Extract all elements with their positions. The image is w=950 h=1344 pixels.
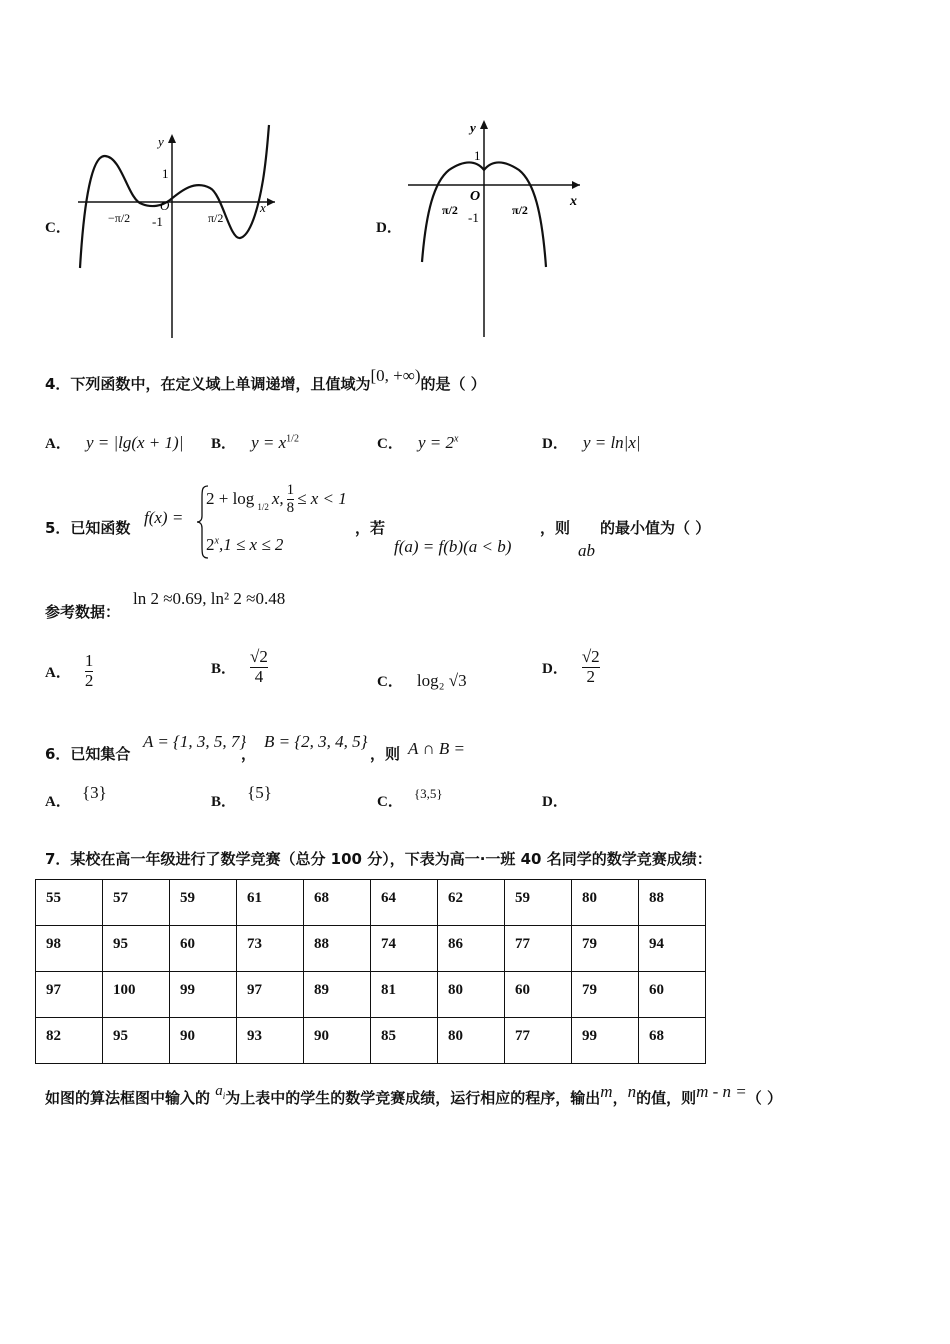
option-expr: y = x — [251, 433, 287, 452]
table-cell: 99 — [572, 1018, 639, 1064]
q5-option-c[interactable] — [377, 670, 467, 691]
option-d-label: D． — [376, 220, 402, 236]
q7-line2 — [45, 1082, 782, 1109]
frac-num: 1 — [286, 482, 295, 498]
table-cell: 57 — [103, 880, 170, 926]
table-cell: 60 — [170, 926, 237, 972]
table-cell: 81 — [371, 972, 438, 1018]
option-fraction — [582, 648, 600, 686]
ai-base: a — [215, 1083, 223, 1099]
graph-d-y-label: y — [470, 120, 476, 135]
table-cell: 80 — [438, 972, 505, 1018]
frac-den: 2 — [586, 666, 596, 686]
q7-m: m — [600, 1082, 613, 1101]
option-label: C． — [377, 794, 403, 810]
table-cell: 95 — [103, 1018, 170, 1064]
q5-suffix: 的最小值为（ ） — [600, 519, 711, 537]
frac-num: 1 — [84, 651, 94, 670]
q5-ref-label: 参考数据： — [45, 603, 121, 621]
graph-d-one-label: 1 — [474, 148, 481, 163]
q6-text: 6．已知集合 — [45, 745, 131, 763]
case1-log-base — [257, 503, 269, 513]
q4-range: [0, +∞) — [370, 366, 421, 385]
table-cell: 98 — [36, 926, 103, 972]
frac-num: √2 — [250, 647, 268, 666]
table-cell: 88 — [639, 880, 706, 926]
table-cell: 80 — [572, 880, 639, 926]
q5-case1 — [206, 482, 347, 516]
q7-ai — [215, 1083, 225, 1099]
q5-ref-data: ln 2 ≈0.69, ln² 2 ≈0.48 — [133, 589, 286, 608]
case1-main: 2 + log — [206, 489, 255, 508]
frac-num: √2 — [581, 647, 600, 666]
table-cell: 89 — [304, 972, 371, 1018]
q6-option-d[interactable] — [542, 790, 574, 811]
table-cell: 60 — [505, 972, 572, 1018]
q5-option-a[interactable] — [45, 652, 93, 690]
q7-line2-a: 如图的算法框图中输入的 — [45, 1089, 211, 1107]
graph-c-origin-label: O — [160, 198, 170, 213]
frac-den: 8 — [286, 499, 295, 516]
table-cell: 68 — [304, 880, 371, 926]
table-cell: 62 — [438, 880, 505, 926]
table-cell: 94 — [639, 926, 706, 972]
graph-c-x-label: x — [260, 200, 266, 215]
case1-rest: x, — [271, 489, 284, 508]
graph-c-neg-pi-half-label: −π/2 — [108, 211, 131, 225]
q5-case2 — [206, 535, 283, 555]
table-cell: 82 — [36, 1018, 103, 1064]
q6-then: ，则 — [370, 745, 401, 763]
q7-text: 7．某校在高一年级进行了数学竞赛（总分 100 分），下表为高一·一班 40 名同学的数学竞赛成绩： — [45, 850, 712, 868]
graph-c — [70, 120, 285, 340]
table-cell: 97 — [237, 972, 304, 1018]
q6-set-a: A = {1, 3, 5, 7} — [143, 732, 247, 751]
q4-text: 4．下列函数中，在定义域上单调递增，且值域为 — [45, 375, 371, 393]
table-cell: 86 — [438, 926, 505, 972]
table-cell: 90 — [304, 1018, 371, 1064]
option-expr: y = ln|x| — [582, 433, 641, 452]
option-expr: log₂ √3 — [416, 670, 467, 690]
table-cell: 93 — [237, 1018, 304, 1064]
table-cell: 64 — [371, 880, 438, 926]
option-expr: y = |lg(x + 1)| — [85, 433, 184, 452]
table-cell: 97 — [36, 972, 103, 1018]
q5-option-b[interactable] — [211, 648, 268, 686]
table-cell: 74 — [371, 926, 438, 972]
table-cell: 77 — [505, 1018, 572, 1064]
case1-fraction — [287, 482, 295, 516]
table-cell: 88 — [304, 926, 371, 972]
graph-d-pi-half-label: π/2 — [512, 203, 528, 217]
q5-option-d[interactable] — [542, 648, 600, 686]
q6-option-c[interactable] — [377, 786, 443, 811]
q4-option-b[interactable] — [211, 432, 299, 453]
q7-mn: m - n = — [696, 1082, 747, 1101]
option-fraction — [250, 648, 268, 686]
graph-d-neg-pi-half-label: π/2 — [442, 203, 458, 217]
q5-cond: f(a) = f(b)(a < b) — [394, 537, 512, 556]
q7-line2-d: （ ） — [746, 1089, 782, 1107]
option-label: A． — [45, 664, 71, 681]
table-cell: 95 — [103, 926, 170, 972]
graph-d — [404, 112, 584, 342]
grades-table — [35, 879, 706, 1064]
q4-option-a[interactable] — [45, 432, 183, 453]
q6-set-b: B = {2, 3, 4, 5} — [264, 732, 368, 751]
table-row — [36, 1018, 706, 1064]
table-cell: 55 — [36, 880, 103, 926]
table-cell: 85 — [371, 1018, 438, 1064]
ai-sub: i — [222, 1091, 226, 1101]
q7-line2-c: 的值，则 — [636, 1089, 697, 1107]
q7-sep: ， — [612, 1089, 628, 1107]
table-cell: 80 — [438, 1018, 505, 1064]
option-label: B． — [211, 660, 237, 677]
q5-then: ，则 — [540, 519, 571, 537]
q6-comma: ， — [241, 745, 257, 763]
table-row — [36, 880, 706, 926]
option-c-label: C． — [45, 220, 71, 236]
q7-n: n — [627, 1082, 637, 1101]
case2-cond: ,1 ≤ x ≤ 2 — [218, 535, 284, 554]
option-sup: 1/2 — [286, 433, 299, 445]
option-label: D． — [542, 436, 568, 452]
table-cell: 68 — [639, 1018, 706, 1064]
table-row — [36, 926, 706, 972]
option-label: A． — [45, 794, 71, 810]
graph-c-neg-one-label: -1 — [152, 214, 163, 229]
graph-c-one-label: 1 — [162, 166, 169, 181]
q6-expr: A ∩ B = — [408, 739, 465, 758]
q5-if: ，若 — [355, 519, 386, 537]
option-label: A． — [45, 436, 71, 452]
option-expr: y = 2 — [417, 433, 454, 452]
q5-ab: ab — [578, 541, 595, 560]
q7-line2-b: 为上表中的学生的数学竞赛成绩，运行相应的程序，输出 — [225, 1089, 601, 1107]
graph-d-origin-label: O — [470, 189, 481, 204]
option-expr: {5} — [247, 783, 272, 802]
option-fraction — [85, 652, 94, 690]
frac-den: 2 — [84, 670, 94, 690]
graph-d-x-label: x — [570, 194, 577, 209]
option-label: C． — [377, 674, 403, 690]
option-expr: {3,5} — [413, 786, 443, 801]
table-cell: 100 — [103, 972, 170, 1018]
option-label: B． — [211, 794, 237, 810]
table-cell: 77 — [505, 926, 572, 972]
q4-stem — [45, 366, 486, 394]
table-cell: 90 — [170, 1018, 237, 1064]
graph-c-pi-half-label: π/2 — [208, 211, 224, 225]
table-cell: 79 — [572, 926, 639, 972]
table-cell: 61 — [237, 880, 304, 926]
option-sup: x — [453, 433, 459, 445]
frac-den: 4 — [254, 666, 264, 686]
q4-option-d[interactable] — [542, 432, 641, 453]
table-cell: 59 — [170, 880, 237, 926]
table-cell: 60 — [639, 972, 706, 1018]
table-cell: 73 — [237, 926, 304, 972]
q4-option-c[interactable] — [377, 432, 458, 453]
table-cell: 99 — [170, 972, 237, 1018]
option-expr: {3} — [81, 783, 107, 802]
q4-suffix: 的是（ ） — [420, 375, 486, 393]
q5-fx: f(x) = — [144, 508, 184, 527]
table-cell: 79 — [572, 972, 639, 1018]
graph-c-y-label: y — [158, 134, 164, 149]
option-label: B． — [211, 436, 237, 452]
table-cell: 59 — [505, 880, 572, 926]
q6-option-a[interactable] — [45, 783, 107, 811]
graph-d-neg-one-label: -1 — [468, 210, 479, 225]
option-label: C． — [377, 436, 403, 452]
option-label: D． — [542, 794, 568, 810]
log-base: 1/2 — [257, 502, 269, 513]
case2-sup: x — [214, 535, 219, 547]
option-label: D． — [542, 660, 568, 677]
q6-option-b[interactable] — [211, 783, 272, 811]
q5-text: 5．已知函数 — [45, 519, 131, 537]
case1-cond: ≤ x < 1 — [297, 489, 347, 508]
case2-base: 2 — [206, 535, 215, 554]
table-row — [36, 972, 706, 1018]
